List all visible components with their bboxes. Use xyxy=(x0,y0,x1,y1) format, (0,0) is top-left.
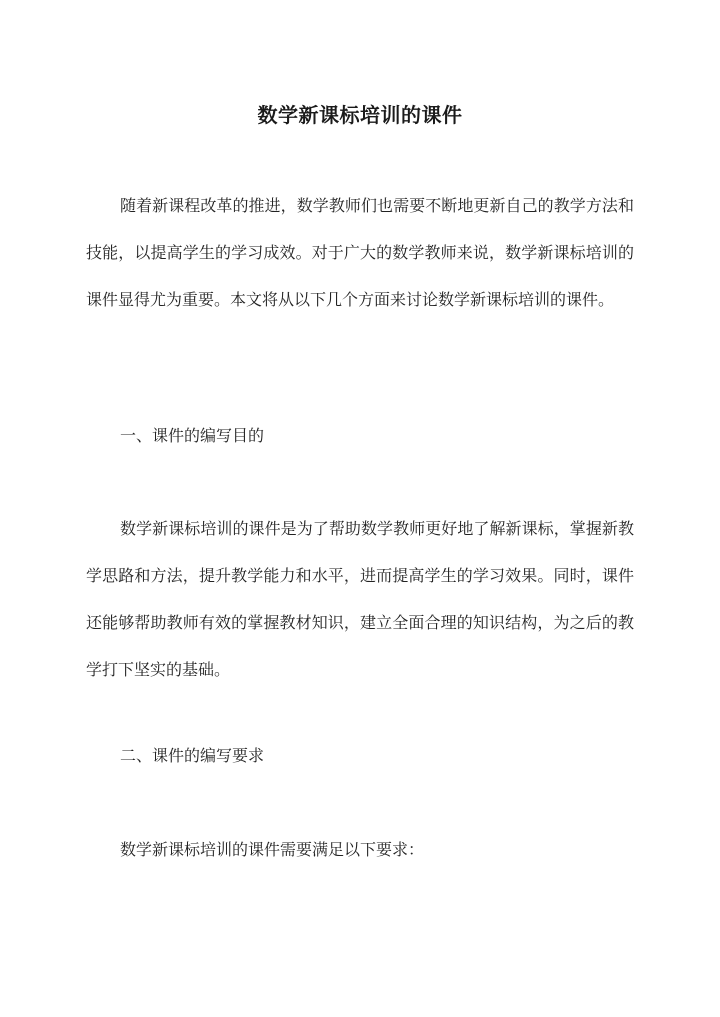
section-heading-requirements: 二、课件的编写要求 xyxy=(120,746,265,765)
purpose-paragraph: 数学新课标培训的课件是为了帮助数学教师更好地了解新课标，掌握新教学思路和方法，提升教学能力和水平，进而提高学生的学习效果。同时，课件还能够帮助教师有效的掌握教材知识，建立全面合理的知识结构，为之后的教学打下坚实的基础。 xyxy=(86,519,634,679)
intro-paragraph: 随着新课程改革的推进，数学教师们也需要不断地更新自己的教学方法和技能，以提高学生的学习成效。对于广大的数学教师来说，数学新课标培训的课件显得尤为重要。本文将从以下几个方面来讨论数学新课标培训的课件。 xyxy=(86,196,634,309)
section-heading-purpose: 一、课件的编写目的 xyxy=(120,426,265,445)
requirements-paragraph: 数学新课标培训的课件需要满足以下要求： xyxy=(120,840,425,859)
document-title: 数学新课标培训的课件 xyxy=(257,103,463,128)
